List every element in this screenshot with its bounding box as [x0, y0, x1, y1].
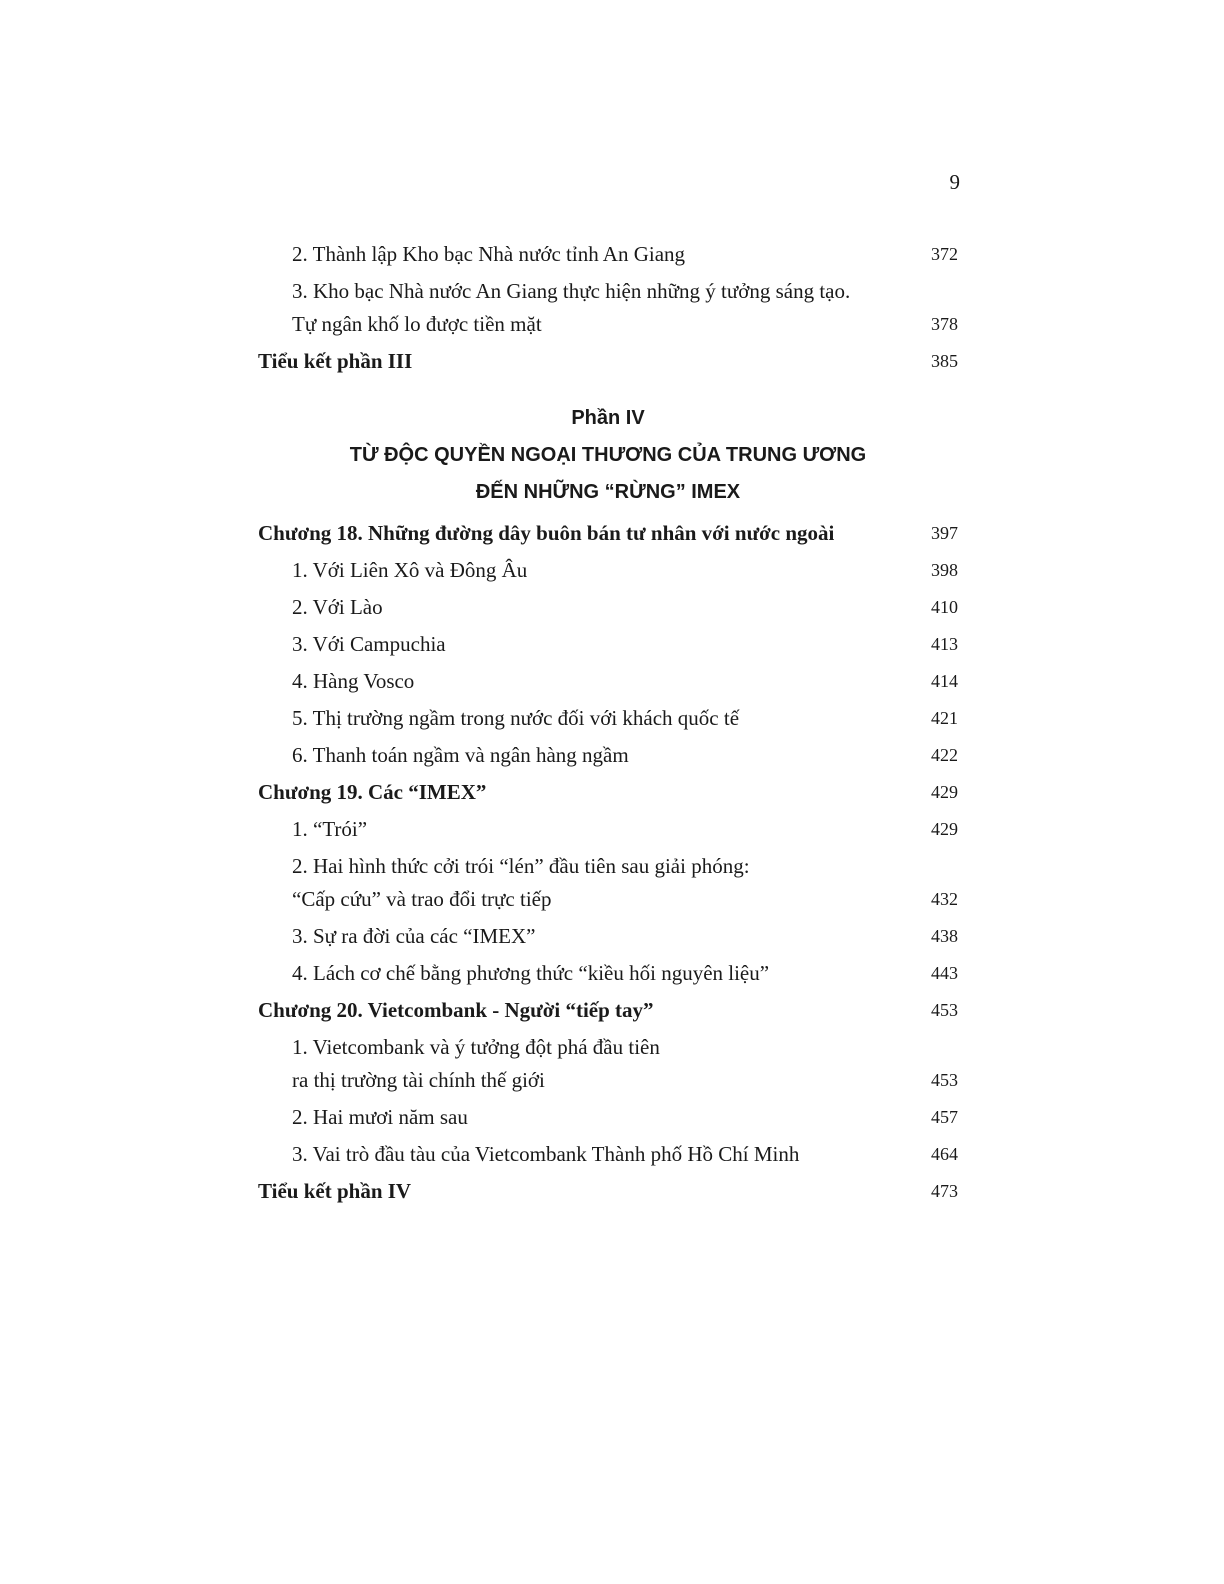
toc-entry: [258, 238, 958, 271]
toc-page-number: 453: [931, 1070, 958, 1090]
toc-entry: [258, 920, 958, 953]
table-of-contents: [258, 238, 958, 1212]
toc-page-number: 397: [931, 523, 958, 543]
toc-entry-text: 1. “Trói”: [292, 817, 368, 841]
toc-page-number: 372: [931, 244, 958, 264]
toc-entry: [258, 665, 958, 698]
toc-page-number: 414: [931, 671, 958, 691]
toc-entry-text: Chương 20. Vietcombank - Người “tiếp tay”: [258, 998, 654, 1022]
toc-entry-heading: [258, 517, 958, 550]
toc-page-number: 413: [931, 634, 958, 654]
toc-entry-text: 5. Thị trường ngầm trong nước đối với khách quốc tế: [292, 706, 740, 730]
toc-entry: [258, 702, 958, 735]
toc-entry-text: Tiểu kết phần IV: [258, 1179, 412, 1203]
toc-entry: [258, 275, 958, 341]
toc-entry: [258, 628, 958, 661]
toc-page-number: 421: [931, 708, 958, 728]
toc-page-number: 464: [931, 1144, 958, 1164]
toc-page-number: 473: [931, 1181, 958, 1201]
toc-entry-text: 4. Lách cơ chế bằng phương thức “kiều hối nguyên liệu”: [292, 961, 770, 985]
toc-entry-text: 3. Vai trò đầu tàu của Vietcombank Thành phố Hồ Chí Minh: [292, 1142, 800, 1166]
toc-entry: [258, 591, 958, 624]
toc-entry-heading: [258, 1175, 958, 1208]
toc-entry-text: 1. Vietcombank và ý tưởng đột phá đầu tiên: [292, 1035, 660, 1059]
toc-page-number: 438: [931, 926, 958, 946]
toc-page-number: 432: [931, 889, 958, 909]
toc-entry-text: 4. Hàng Vosco: [292, 669, 415, 693]
toc-entry: [258, 1031, 958, 1097]
toc-page-number: 378: [931, 314, 958, 334]
page-number: 9: [949, 170, 960, 194]
toc-entry-text: 6. Thanh toán ngầm và ngân hàng ngầm: [292, 743, 629, 767]
toc-entry-heading: [258, 345, 958, 378]
toc-page-number: 429: [931, 819, 958, 839]
toc-entry-heading: [258, 776, 958, 809]
toc-entry-text: ra thị trường tài chính thế giới: [292, 1068, 545, 1092]
toc-entry-text: Chương 19. Các “IMEX”: [258, 780, 487, 804]
toc-entry-heading: [258, 994, 958, 1027]
toc-entry-text: 1. Với Liên Xô và Đông Âu: [292, 558, 528, 582]
toc-entry-text: 3. Sự ra đời của các “IMEX”: [292, 924, 536, 948]
toc-entry: [258, 1101, 958, 1134]
part-label: Phần IV: [571, 407, 645, 429]
toc-entry-text: 3. Kho bạc Nhà nước An Giang thực hiện những ý tưởng sáng tạo.: [292, 279, 851, 303]
toc-page-number: 385: [931, 351, 958, 371]
toc-entry: [258, 1138, 958, 1171]
toc-page-number: 429: [931, 782, 958, 802]
part-heading: [258, 400, 958, 511]
toc-page-number: 422: [931, 745, 958, 765]
toc-entry-text: Chương 18. Những đường dây buôn bán tư nhân với nước ngoài: [258, 521, 835, 545]
toc-page-number: 443: [931, 963, 958, 983]
toc-page-number: 453: [931, 1000, 958, 1020]
toc-entry: [258, 554, 958, 587]
toc-top-list: [258, 238, 958, 378]
toc-page-number: 457: [931, 1107, 958, 1127]
toc-entry-text: Tự ngân khố lo được tiền mặt: [292, 312, 542, 336]
toc-entry: [258, 957, 958, 990]
toc-entry-text: 2. Hai hình thức cởi trói “lén” đầu tiên sau giải phóng:: [292, 854, 750, 878]
toc-entry: [258, 739, 958, 772]
toc-main-list: [258, 517, 958, 1208]
toc-entry: [258, 813, 958, 846]
toc-page-number: 410: [931, 597, 958, 617]
part-title-line-1: TỪ ĐỘC QUYỀN NGOẠI THƯƠNG CỦA TRUNG ƯƠNG: [349, 444, 867, 466]
toc-page-number: 398: [931, 560, 958, 580]
toc-entry-text: 3. Với Campuchia: [292, 632, 446, 656]
toc-entry-text: 2. Với Lào: [292, 595, 383, 619]
toc-entry-text: 2. Hai mươi năm sau: [292, 1105, 468, 1129]
toc-entry-text: Tiểu kết phần III: [258, 349, 413, 373]
toc-entry-text: “Cấp cứu” và trao đổi trực tiếp: [292, 887, 552, 911]
toc-entry-text: 2. Thành lập Kho bạc Nhà nước tỉnh An Giang: [292, 242, 686, 266]
toc-entry: [258, 850, 958, 916]
part-title-line-2: ĐẾN NHỮNG “RỪNG” IMEX: [475, 481, 741, 503]
